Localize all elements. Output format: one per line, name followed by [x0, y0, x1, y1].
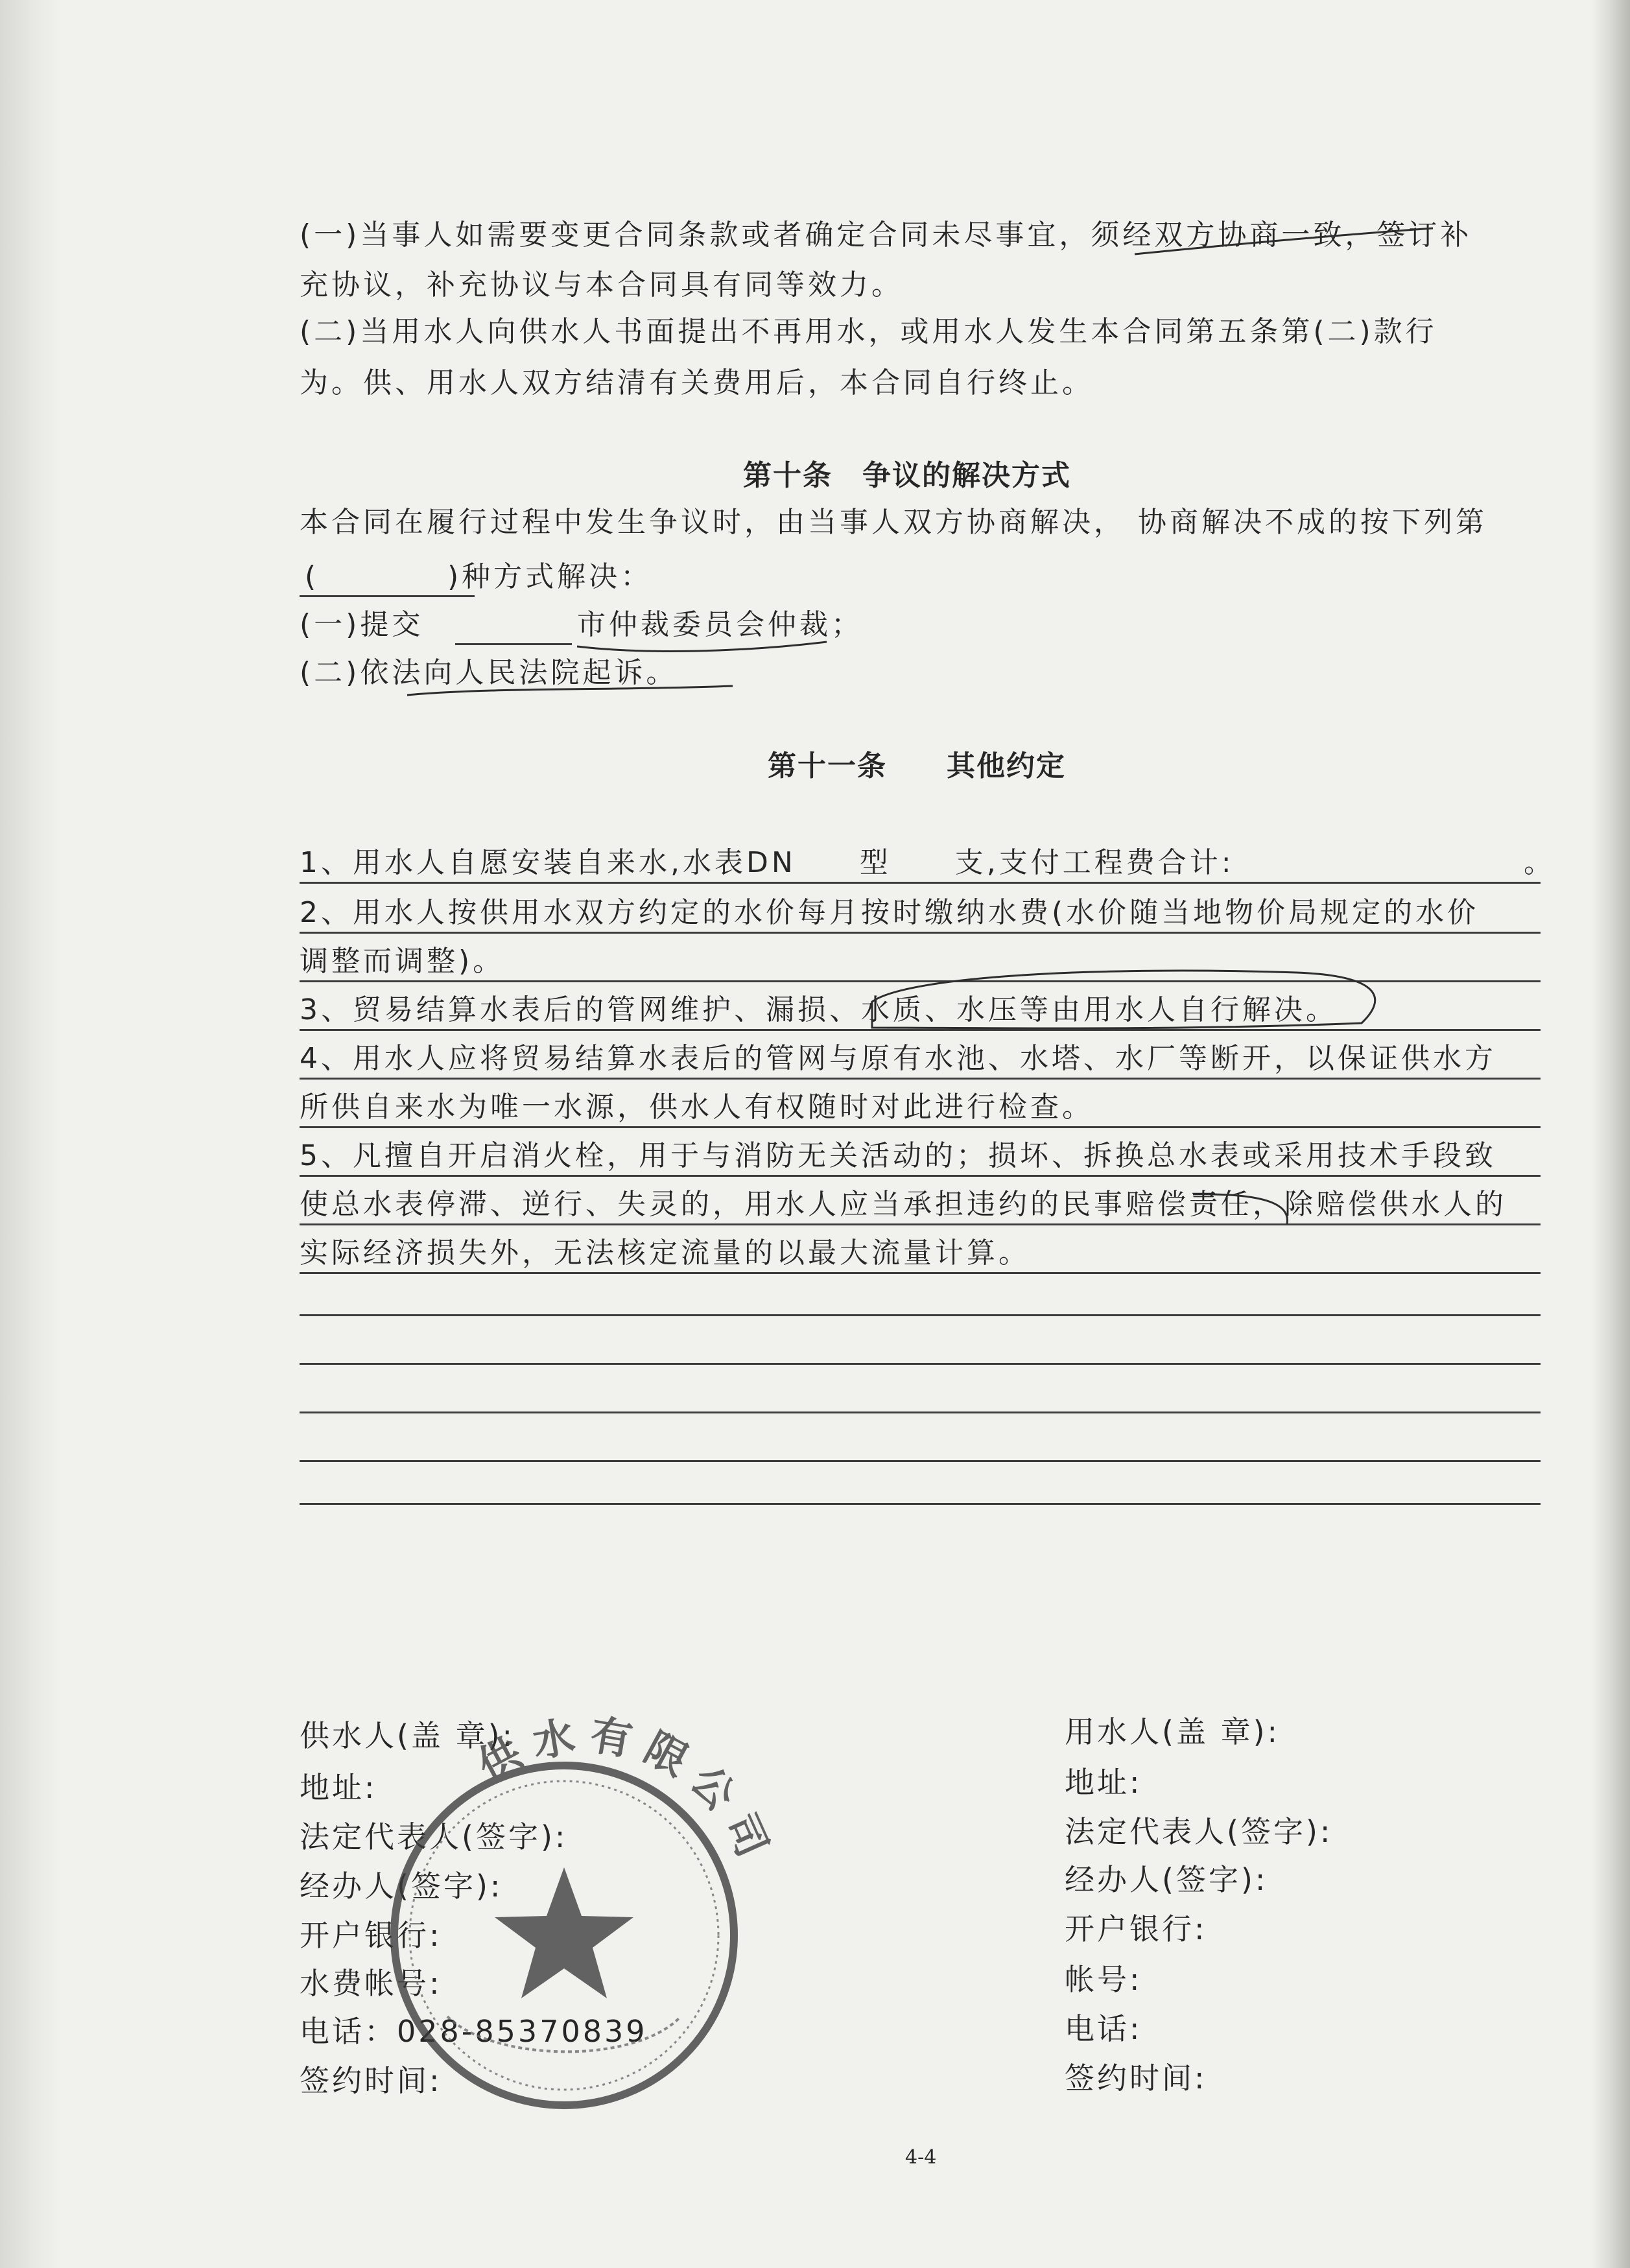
consumer-legal-rep-label: 法定代表人(签字):	[1065, 1814, 1333, 1849]
art11-item5-line3: 实际经济损失外，无法核定流量的以最大流量计算。	[300, 1236, 1030, 1270]
art11-item5-line1: 5、凡擅自开启消火栓，用于与消防无关活动的；损坏、拆换总水表或采用技术手段致	[300, 1139, 1496, 1172]
page-number: 4-4	[905, 2146, 937, 2169]
supplier-legal-rep-label: 法定代表人(签字):	[300, 1819, 568, 1854]
art11-title: 第十一条 其他约定	[768, 750, 1066, 783]
consumer-phone-label: 电话:	[1065, 2011, 1142, 2046]
art9-p2-line1: (二)当用水人向供水人书面提出不再用水，或用水人发生本合同第五条第(二)款行	[300, 315, 1437, 348]
supplier-seal-label: 供水人(盖 章):	[300, 1718, 515, 1753]
consumer-bank-label: 开户银行:	[1065, 1911, 1207, 1946]
art11-item1-end: 。	[1524, 846, 1555, 879]
supplier-sign-time-label: 签约时间:	[300, 2063, 442, 2098]
art10-option2: (二)依法向人民法院起诉。	[300, 656, 678, 689]
svg-text:供水有限公司: 供水有限公司	[470, 1711, 781, 1875]
art10-body-line2: )种方式解决：	[447, 560, 653, 593]
art11-item4-line2: 所供自来水为唯一水源，供水人有权随时对此进行检查。	[300, 1091, 1094, 1124]
supplier-bank-label: 开户银行:	[300, 1918, 442, 1953]
art9-p1-line2: 充协议，补充协议与本合同具有同等效力。	[300, 268, 903, 301]
consumer-agent-label: 经办人(签字):	[1065, 1862, 1268, 1897]
art10-title: 第十条 争议的解决方式	[743, 459, 1071, 492]
art9-p2-line2: 为。供、用水人双方结清有关费用后，本合同自行终止。	[300, 366, 1094, 399]
art11-item1: 1、用水人自愿安装自来水,水表DN 型 支,支付工程费合计:	[300, 846, 1234, 879]
art11-item4-line1: 4、用水人应将贸易结算水表后的管网与原有水池、水塔、水厂等断开，以保证供水方	[300, 1042, 1496, 1075]
supplier-address-label: 地址:	[300, 1770, 377, 1805]
art10-option1-a: (一)提交	[300, 608, 424, 641]
supplier-agent-label: 经办人(签字):	[300, 1869, 503, 1904]
consumer-sign-time-label: 签约时间:	[1065, 2061, 1207, 2096]
art9-p1-line1: (一)当事人如需要变更合同条款或者确定合同未尽事宜，须经双方协商一致，签订补	[300, 219, 1472, 252]
art11-item3: 3、贸易结算水表后的管网维护、漏损、水质、水压等由用水人自行解决。	[300, 993, 1338, 1026]
consumer-address-label: 地址:	[1065, 1765, 1142, 1800]
art11-item5-line2: 使总水表停滞、逆行、失灵的，用水人应当承担违约的民事赔偿责任，除赔偿供水人的	[300, 1188, 1507, 1221]
consumer-account-label: 帐号:	[1065, 1962, 1142, 1997]
art11-item2-line1: 2、用水人按供用水双方约定的水价每月按时缴纳水费(水价随当地物价局规定的水价	[300, 896, 1480, 929]
art11-item2-line2: 调整而调整)。	[300, 945, 505, 978]
consumer-seal-label: 用水人(盖 章):	[1065, 1714, 1281, 1749]
supplier-account-label: 水费帐号:	[300, 1966, 442, 2001]
supplier-phone: 电话：028-85370839	[300, 2014, 648, 2049]
art10-option1-b: 市仲裁委员会仲裁；	[577, 608, 863, 641]
art10-body-line1: 本合同在履行过程中发生争议时，由当事人双方协商解决， 协商解决不成的按下列第	[300, 506, 1487, 539]
art10-body-open-paren: (	[305, 560, 320, 593]
